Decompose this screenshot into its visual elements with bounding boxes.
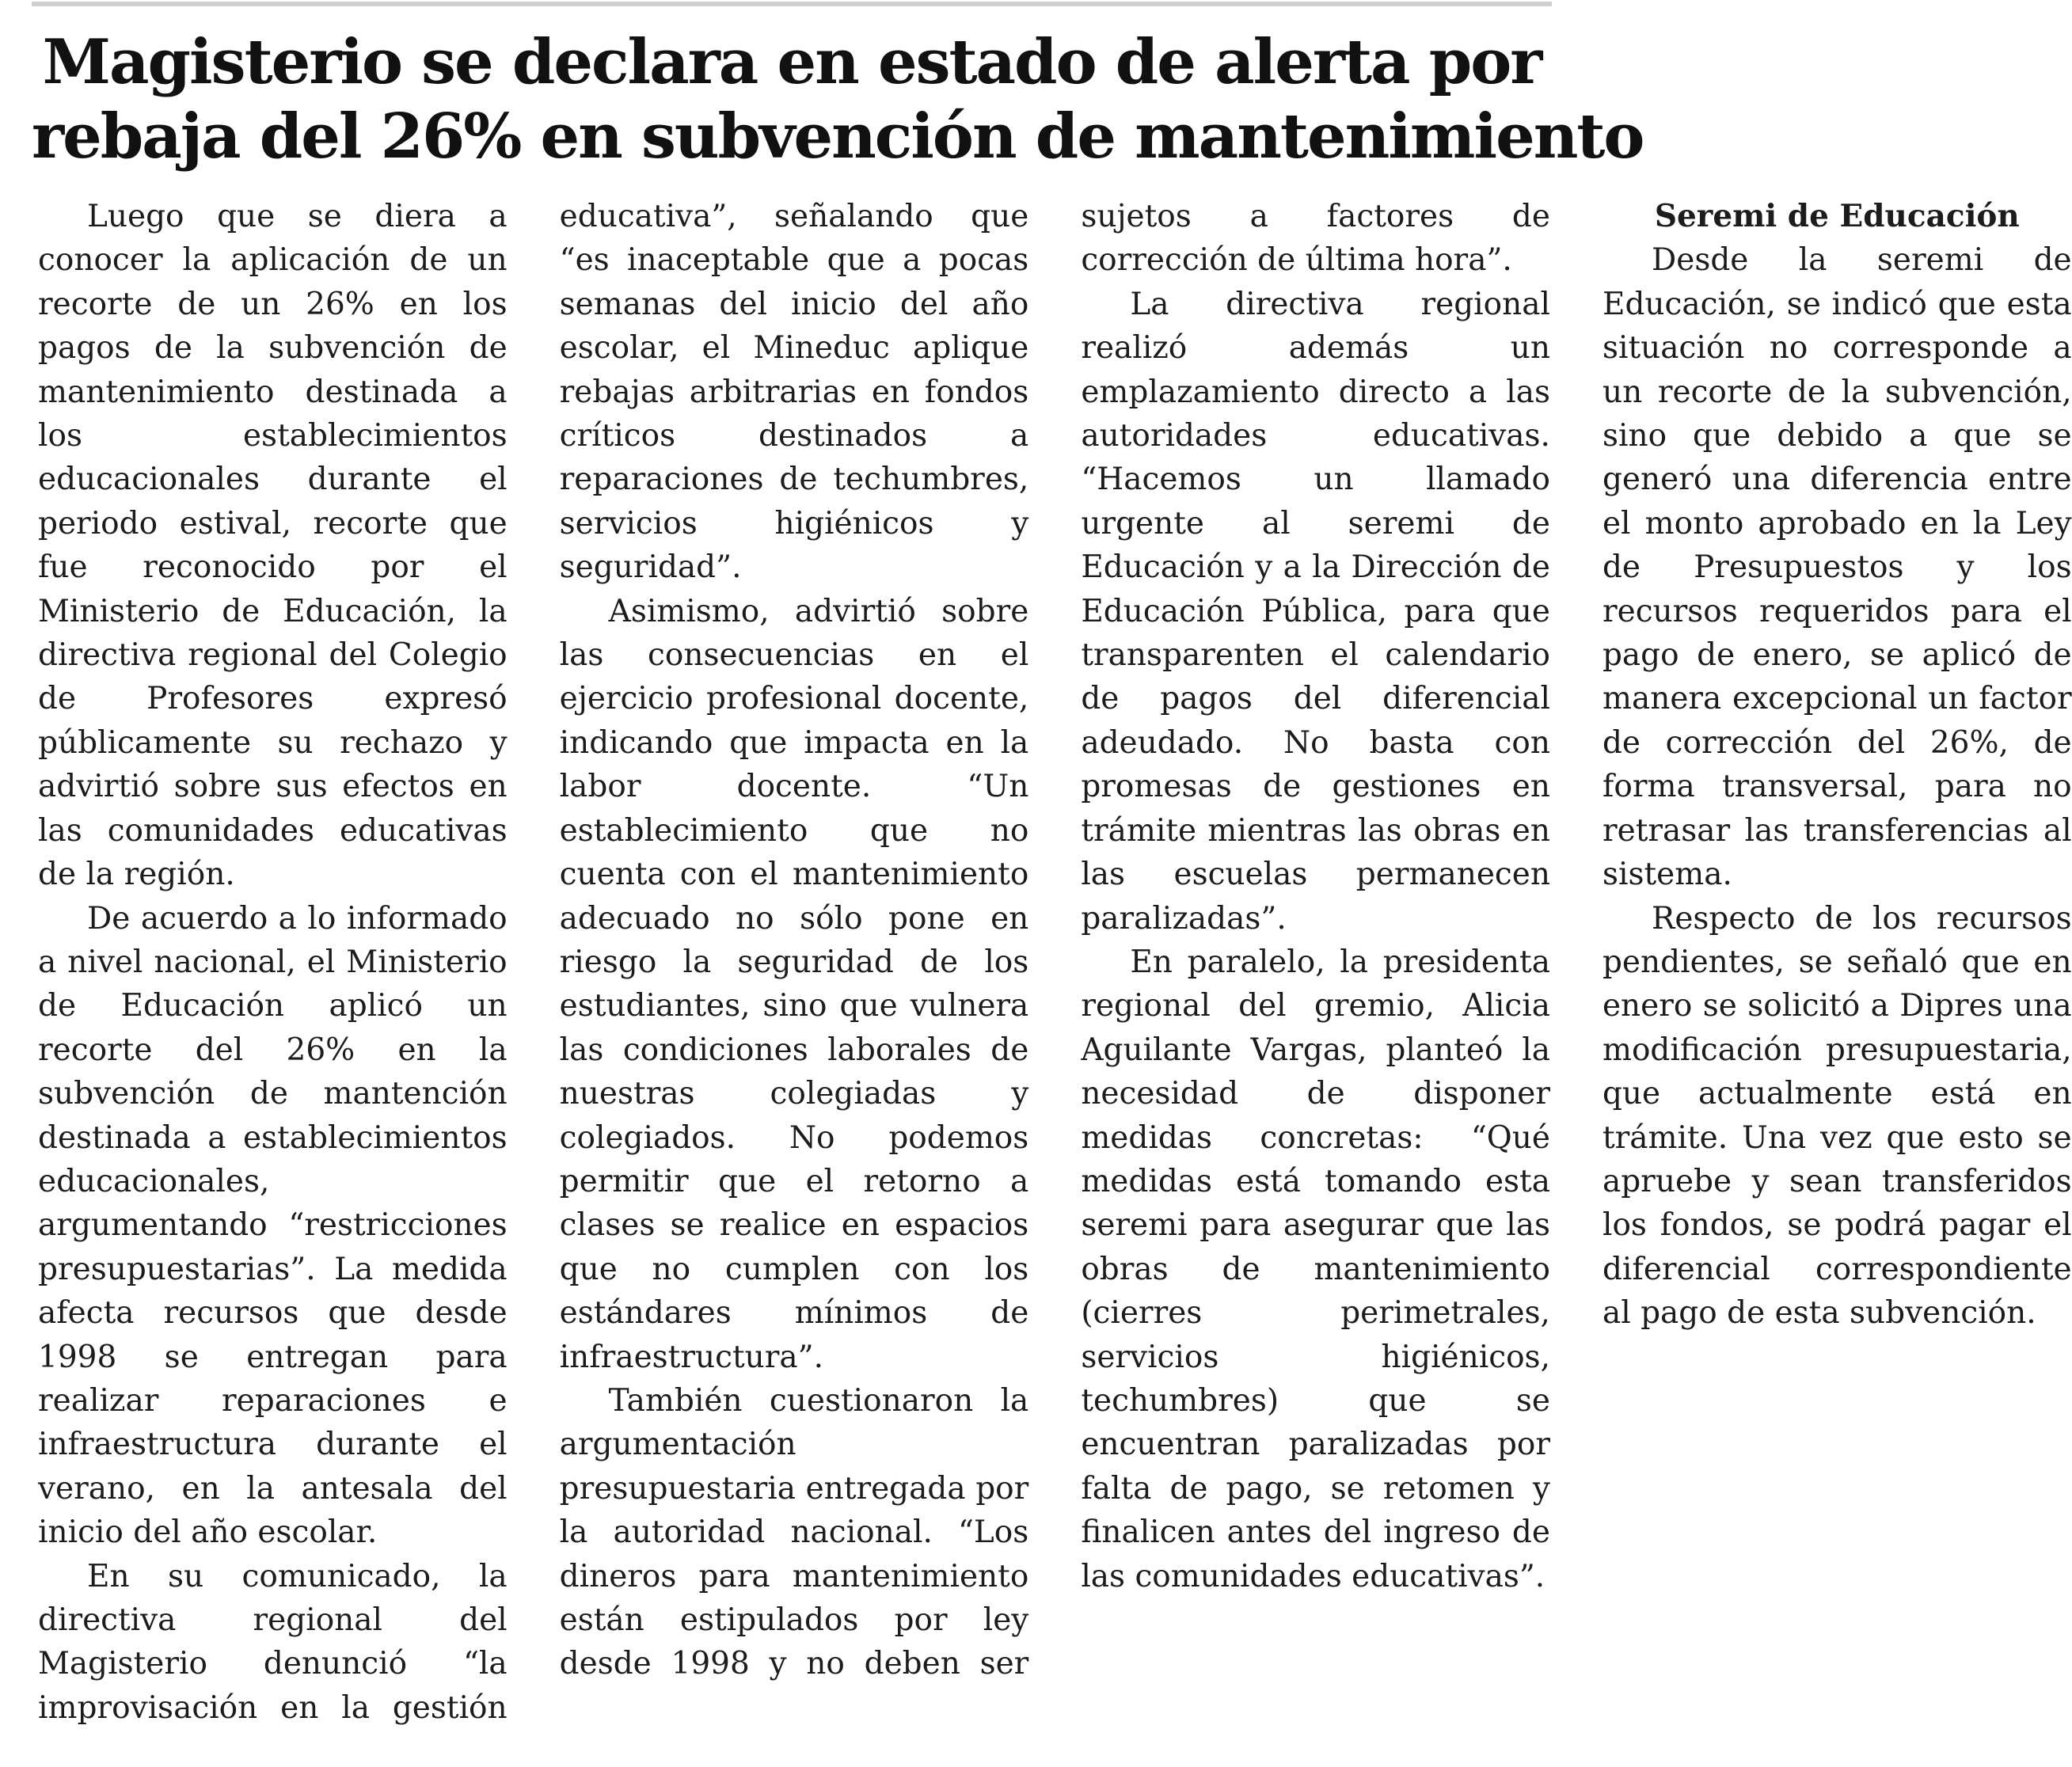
- body-paragraph-5: También cuestionaron la argumentación presupuestaria entregada por la autoridad nacional. “Los dineros para mantenimiento están estipulados por ley desde 1998 y no deben ser sujetos a factores de corrección de última hora”.: [559, 199, 1550, 1682]
- body-paragraph-1: Luego que se diera a conocer la aplicación de un recorte de un 26% en los pagos de la subvención de mantenimiento destinada a los establecimientos educacionales durante el periodo estival, recorte que fue reconocido por el Ministerio de Educación, la directiva regional del Colegio de Profesores expresó públicamente su rechazo y advirtió sobre sus efectos en las comunidades educativas de la región.: [38, 199, 508, 893]
- body-paragraph-4: Asimismo, advirtió sobre las consecuencias en el ejercicio profesional docente, indicando que impacta en la labor docente. “Un establecimiento que no cuenta con el mantenimiento adecuado no sólo pone en riesgo la seguridad de los estudiantes, sino que vulnera las condiciones laborales de nuestras colegiadas y colegiados. No podemos permitir que el retorno a clases se realice en espacios que no cumplen con los estándares mínimos de infraestructura”.: [559, 593, 1029, 1375]
- seremi-paragraph-2: Respecto de los recursos pendientes, se señaló que en enero se solicitó a Dipres una modificación presupuestaria, que actualmente está en trámite. Una vez que esto se apruebe y sean transferidos los fondos, se podrá pagar el diferencial correspondiente al pago de esta subvención.: [1602, 900, 2072, 1332]
- seremi-paragraph-1: Desde la seremi de Educación, se indicó que esta situación no corresponde a un recorte de la subvención, sino que debido a que se generó una diferencia entre el monto aprobado en la Ley de Presupuestos y los recursos requeridos para el pago de enero, se aplicó de manera excepcional un factor de corrección del 26%, de forma transversal, para no retrasar las transferencias al sistema.: [1602, 242, 2072, 893]
- top-rule: [32, 2, 1552, 6]
- headline-line-1: Magisterio se declara en estado de alerta por: [42, 26, 1542, 98]
- headline: [32, 25, 1644, 174]
- body-paragraph-7: En paralelo, la presidenta regional del gremio, Alicia Aguilante Vargas, planteó la necesidad de disponer medidas concretas: “Qué medidas está tomando esta seremi para asegurar que las obras de mantenimiento (cierres perimetrales, servicios higiénicos, techumbres) que se encuentran paralizadas por falta de pago, se retomen y finalicen antes del ingreso de las comunidades educativas”.: [1081, 944, 1550, 1594]
- subheading-seremi: Seremi de Educación: [1654, 198, 2020, 234]
- body-paragraph-6: La directiva regional realizó además un emplazamiento directo a las autoridades educativas. “Hacemos un llamado urgente al seremi de Educación y a la Dirección de Educación Pública, para que transparenten el calendario de pagos del diferencial adeudado. No basta con promesas de gestiones en trámite mientras las obras en las escuelas permanecen paralizadas”.: [1081, 286, 1550, 937]
- body-paragraph-2: De acuerdo a lo informado a nivel nacional, el Ministerio de Educación aplicó un recorte del 26% en la subvención de mantención destinada a establecimientos educacionales, argumentando “restricciones presupuestarias”. La medida afecta recursos que desde 1998 se entregan para realizar reparaciones e infraestructura durante el verano, en la antesala del inicio del año escolar.: [38, 900, 508, 1551]
- body-paragraph-3: En su comunicado, la directiva regional del Magisterio denunció “la improvisación en la gestión educativa”, señalando que “es inaceptable que a pocas semanas del inicio del año escolar, el Mineduc aplique rebajas arbitrarias en fondos críticos destinados a reparaciones de techumbres, servicios higiénicos y seguridad”.: [38, 199, 1029, 1726]
- article-body: [38, 195, 2072, 1758]
- headline-line-2: rebaja del 26% en subvención de mantenimiento: [32, 101, 1644, 173]
